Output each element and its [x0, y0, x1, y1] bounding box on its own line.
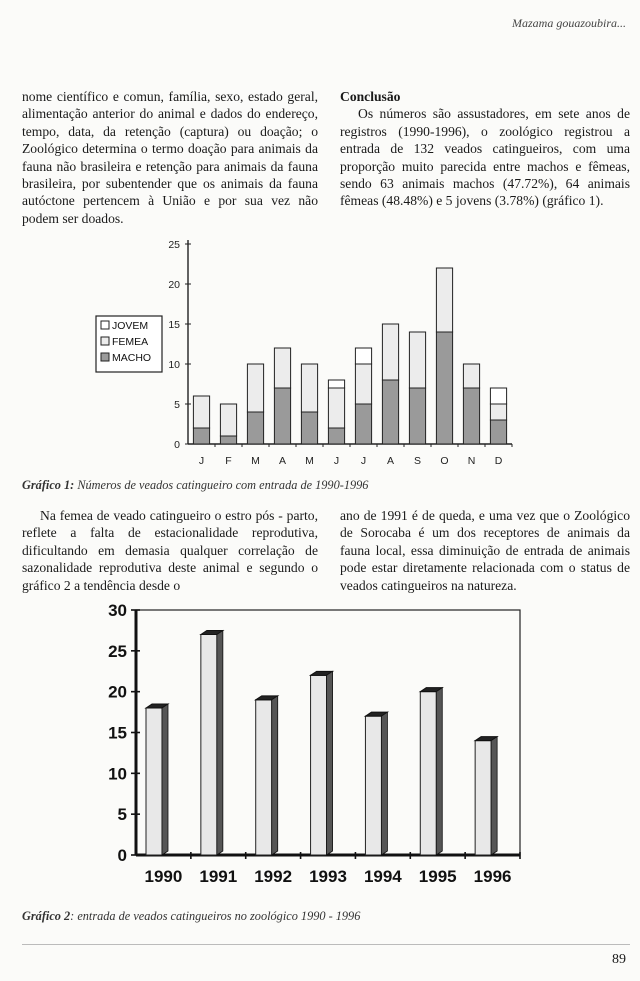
chart1-bar-macho: [409, 388, 425, 444]
chart1-caption-text: Números de veados catingueiro com entrada de 1990-1996: [77, 478, 369, 492]
chart2-y-tick-label: 30: [108, 601, 127, 620]
paragraph-trend: ano de 1991 é de queda, e uma vez que o Zoológico de Sorocaba é um dos receptores de animais da fauna local, essa diminuição de entrada de animais pode estar diretamente relacionada com o status de veados catingueiros na natureza.: [340, 508, 630, 593]
conclusion-heading: Conclusão: [340, 89, 401, 104]
chart1-caption: [22, 478, 368, 493]
chart2-bar: [365, 716, 381, 855]
chart1-y-tick-label: 25: [168, 239, 180, 251]
chart2-bar: [475, 741, 491, 855]
chart1-bars: [193, 268, 506, 444]
chart1-bar-jovem: [355, 348, 371, 364]
chart1-bar-femea: [436, 268, 452, 332]
chart1-bar-macho: [220, 436, 236, 444]
chart1-x-tick-label: M: [251, 455, 260, 467]
chart2-x-tick-label: 1995: [418, 867, 457, 886]
chart2-bar: [311, 675, 327, 855]
paragraph-conclusion: Os números são assustadores, em sete anos de registros (1990-1996), o zoológico registrou a entrada de 132 veados catingueiros, com uma proporção muito parecida entre machos e fêmeas, sendo 63 animais machos (47.72%), 64 animais fêmeas (48.48%) e 5 jovens (3.78%) (gráfico 1).: [340, 106, 630, 209]
chart1-x-tick-label: D: [494, 455, 503, 467]
chart2-caption-label: Gráfico 2: [22, 909, 71, 923]
chart1-x-tick-label: S: [413, 455, 422, 467]
chart1-x-tick-label: A: [278, 455, 287, 467]
chart1-bar-macho: [247, 412, 263, 444]
chart1-legend: [96, 316, 162, 372]
chart1-bar-femea: [490, 404, 506, 420]
page-number: 89: [612, 952, 626, 967]
chart2-labels: [108, 601, 511, 886]
chart2-bar: [201, 635, 217, 856]
chart2-bar: [256, 700, 272, 855]
text-column-left-top: [22, 88, 318, 227]
chart2-x-tick-label: 1991: [199, 867, 238, 886]
chart1-x-tick-label: N: [467, 455, 476, 467]
chart1-bar-macho: [490, 420, 506, 444]
chart1-y-tick-label: 15: [168, 319, 180, 331]
chart1-bar-femea: [301, 364, 317, 412]
chart1-x-tick-label: F: [225, 455, 232, 467]
chart1-x-tick-label: J: [360, 455, 367, 467]
chart1-bar-femea: [328, 388, 344, 428]
chart2-x-tick-label: 1993: [309, 867, 347, 886]
chart2-bar-side: [327, 671, 333, 855]
chart1-legend-swatch: [101, 353, 109, 361]
chart1-legend-label: JOVEM: [112, 320, 149, 332]
chart1-bar-femea: [355, 364, 371, 404]
chart2-y-tick-label: 15: [108, 723, 127, 743]
chart2-bar-side: [217, 631, 223, 856]
chart2-bar-side: [491, 737, 497, 855]
chart1-x-tick-label: O: [440, 455, 449, 467]
chart2-bar-side: [381, 712, 387, 855]
chart1-bar-femea: [463, 364, 479, 388]
footer-divider: [22, 944, 630, 945]
chart2-x-tick-label: 1996: [473, 867, 512, 886]
text-column-right-top: [340, 88, 630, 210]
chart1-x-tick-label: J: [198, 455, 205, 467]
chart2-x-tick-label: 1994: [363, 867, 402, 886]
chart2-y-tick-label: 25: [108, 641, 127, 661]
chart1-bar-femea: [220, 404, 236, 436]
chart1-bar-macho: [193, 428, 209, 444]
chart1-legend-swatch: [101, 321, 109, 329]
chart1-bar-macho: [436, 332, 452, 444]
chart1-y-tick-label: 20: [168, 279, 180, 291]
chart2-y-tick-label: 0: [117, 846, 127, 865]
chart1-bar-macho: [328, 428, 344, 444]
chart1-bar-femea: [274, 348, 290, 388]
chart1-bar-femea: [247, 364, 263, 412]
running-title: Mazama gouazoubira...: [511, 16, 626, 30]
chart1-x-tick-label: M: [305, 455, 314, 467]
chart-monthly-entries: [0, 232, 640, 472]
chart2-y-tick-label: 20: [108, 682, 127, 702]
chart2-bar: [420, 692, 436, 855]
chart1-caption-label: Gráfico 1:: [22, 478, 75, 492]
chart1-bar-jovem: [328, 380, 344, 388]
chart1-x-tick-label: J: [333, 455, 340, 467]
chart1-y-tick-label: 10: [168, 359, 180, 371]
chart1-y-tick-label: 5: [174, 399, 180, 411]
text-column-left-mid: [22, 507, 318, 594]
chart2-caption: [22, 909, 360, 924]
chart2-y-tick-label: 10: [108, 764, 127, 784]
chart1-bar-macho: [382, 380, 398, 444]
chart1-legend-label: FEMEA: [112, 336, 149, 348]
chart1-bar-macho: [463, 388, 479, 444]
chart1-x-tick-label: A: [386, 455, 395, 467]
chart1-bar-macho: [301, 412, 317, 444]
chart1-y-tick-label: 0: [174, 439, 180, 451]
chart2-x-tick-label: 1992: [254, 867, 293, 886]
chart1-bar-femea: [193, 396, 209, 428]
paragraph-reproduction: Na femea de veado catingueiro o estro pós - parto, reflete a falta de estacionalidade reprodutiva, dificultando em demasia qualquer correlação de sazonalidade reprodutiva deste animal e segundo o gráfico 2 a tendência desde o: [22, 508, 318, 593]
chart2-caption-text: : entrada de veados catingueiros no zoológico 1990 - 1996: [70, 909, 361, 923]
chart2-x-tick-label: 1990: [144, 867, 183, 886]
chart1-bar-macho: [274, 388, 290, 444]
chart2-bar-side: [272, 696, 278, 855]
chart2-bar-side: [436, 688, 442, 855]
chart1-bar-femea: [409, 332, 425, 388]
chart1-bar-femea: [382, 324, 398, 380]
chart1-legend-label: MACHO: [112, 352, 152, 364]
chart2-y-tick-label: 5: [117, 805, 127, 825]
chart2-bars: [146, 631, 497, 856]
chart1-bar-macho: [355, 404, 371, 444]
paragraph-methods: nome científico e comun, família, sexo, estado geral, alimentação anterior do animal e dados do endereço, tempo, data, da retenção (captura) ou doação; o Zoológico determina o termo doação para animais da fauna não brasileira e retenção para animais da fauna brasileira, por subentender que os animais da fauna autóctone pertencem à União e por sua vez não podem ser doados.: [22, 89, 318, 226]
chart1-bar-jovem: [490, 388, 506, 404]
chart1-legend-swatch: [101, 337, 109, 345]
chart2-bar-side: [162, 704, 168, 855]
chart2-bar: [146, 708, 162, 855]
chart-yearly-entries: [0, 600, 640, 900]
text-column-right-mid: [340, 507, 630, 594]
